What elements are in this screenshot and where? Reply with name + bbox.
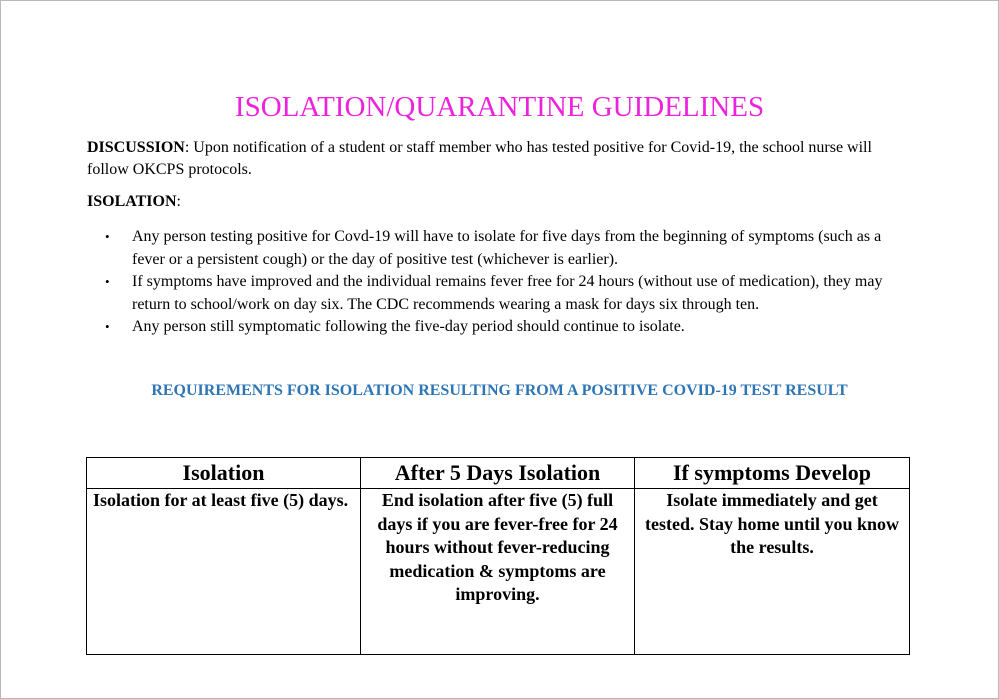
bullet-icon: •	[105, 274, 110, 289]
list-item	[105, 226, 915, 271]
isolation-bullet-list	[105, 226, 915, 339]
isolation-label: ISOLATION	[87, 193, 177, 210]
list-item	[105, 316, 915, 339]
isolation-label-suffix: :	[176, 193, 181, 210]
column-header-after-5-days: After 5 Days Isolation	[361, 458, 635, 489]
bullet-text: Any person still symptomatic following the five-day period should continue to isolate.	[132, 318, 685, 335]
bullet-text: If symptoms have improved and the individual remains fever free for 24 hours (without use of medication), they may return to school/work on day six. The CDC recommends wearing a mask for days six through ten.	[132, 273, 883, 313]
list-item	[105, 271, 915, 316]
discussion-label: DISCUSSION	[87, 139, 185, 156]
table-row	[87, 489, 910, 655]
cell-isolation: Isolation for at least five (5) days.	[87, 489, 361, 655]
bullet-text: Any person testing positive for Covd-19 will have to isolate for five days from the beginning of symptoms (such as a fever or a persistent cough) or the day of positive test (whichever is earlier).	[132, 228, 882, 268]
requirements-heading: REQUIREMENTS FOR ISOLATION RESULTING FROM A POSITIVE COVID-19 TEST RESULT	[151, 382, 848, 399]
bullet-icon: •	[105, 229, 110, 244]
table-header-row	[87, 458, 910, 489]
isolation-heading	[87, 191, 181, 213]
column-header-isolation: Isolation	[87, 458, 361, 489]
cell-after-5-days: End isolation after five (5) full days if you are fever-free for 24 hours without fever-reducing medication & symptoms are improving.	[361, 489, 635, 655]
discussion-paragraph	[87, 137, 907, 181]
page-title: ISOLATION/QUARANTINE GUIDELINES	[234, 91, 765, 123]
discussion-text: : Upon notification of a student or staff member who has tested positive for Covid-19, the school nurse will follow OKCPS protocols.	[87, 139, 872, 178]
guidelines-table	[86, 457, 910, 655]
cell-if-symptoms: Isolate immediately and get tested. Stay home until you know the results.	[635, 489, 910, 655]
column-header-if-symptoms: If symptoms Develop	[635, 458, 910, 489]
bullet-icon: •	[105, 319, 110, 334]
